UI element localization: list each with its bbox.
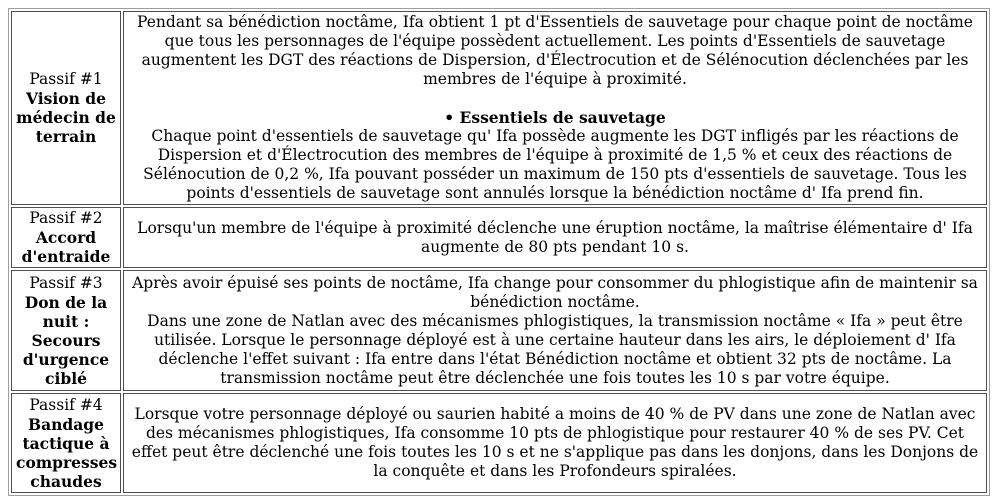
table-row bbox=[11, 393, 987, 493]
passive-name: Don de la nuit : Secours d'urgence ciblé bbox=[22, 292, 110, 388]
passive-number: Passif #3 bbox=[29, 273, 103, 292]
description-paragraph: Dans une zone de Natlan avec des mécanismes phlogistiques, la transmission noctâme « Ifa » peut être utilisée. Lorsque le personnage déployé est à une certaine hauteur dans les airs, le déploiement d' Ifa déclenche l'effet suivant : Ifa entre dans l'état Bénédiction noctâme et obtient 32 pts de noctâme. La transmission noctâme peut être déclenchée une fois toutes les 10 s par votre équipe. bbox=[147, 311, 963, 387]
passive-label-cell bbox=[11, 393, 121, 493]
passive-label-cell bbox=[11, 270, 121, 391]
passive-description-cell bbox=[123, 270, 987, 391]
table-row bbox=[11, 11, 987, 205]
table-row bbox=[11, 207, 987, 268]
table-row bbox=[11, 270, 987, 391]
passive-number: Passif #1 bbox=[29, 70, 103, 88]
passive-number: Passif #2 bbox=[29, 209, 103, 227]
passive-label-cell bbox=[11, 11, 121, 205]
passive-number: Passif #4 bbox=[29, 395, 103, 414]
passive-label-cell bbox=[11, 207, 121, 268]
description-paragraph: Après avoir épuisé ses points de noctâme, Ifa change pour consommer du phlogistique afin de maintenir sa bénédiction noctâme. bbox=[132, 273, 978, 311]
passive-name: Accord d'entraide bbox=[21, 228, 111, 266]
description-paragraph: Lorsqu'un membre de l'équipe à proximité déclenche une éruption noctâme, la maîtrise élémentaire d' Ifa augmente de 80 pts pendant 10 s. bbox=[137, 218, 973, 256]
bullet-heading: • Essentiels de sauvetage bbox=[444, 108, 666, 127]
description-paragraph: Lorsque votre personnage déployé ou saurien habité a moins de 40 % de PV dans une zone de Natlan avec des mécanismes phlogistiques, Ifa consomme 10 pts de phlogistique pour restaurer 40 % de ses PV. Cet effet peut être déclenché une fois toutes les 10 s et ne s'applique pas dans les donjons, dans les Donjons de la conquête et dans les Profondeurs spiralées. bbox=[131, 405, 979, 480]
passive-name: Vision de médecin de terrain bbox=[16, 89, 116, 146]
passive-name: Bandage tactique à compresses chaudes bbox=[16, 414, 118, 491]
passive-description-cell bbox=[123, 393, 987, 493]
passives-table bbox=[8, 8, 990, 496]
description-paragraph: Chaque point d'essentiels de sauvetage qu' Ifa possède augmente les DGT infligés par les réactions de Dispersion et d'Électrocution des membres de l'équipe à proximité de 1,5 % et ceux des réactions de Sélénocution de 0,2 %, Ifa pouvant posséder un maximum de 150 pts d'essentiels de sauvetage. Tous les points d'essentiels de sauvetage sont annulés lorsque la bénédiction noctâme d' Ifa prend fin. bbox=[143, 127, 967, 202]
passive-description-cell bbox=[123, 207, 987, 268]
description-paragraph: Pendant sa bénédiction noctâme, Ifa obtient 1 pt d'Essentiels de sauvetage pour chaque point de noctâme que tous les personnages de l'équipe possèdent actuellement. Les points d'Essentiels de sauvetage augmentent les DGT des réactions de Dispersion, d'Électrocution et de Sélénocution déclenchées par les membres de l'équipe à proximité. bbox=[137, 13, 973, 88]
passive-description-cell bbox=[123, 11, 987, 205]
